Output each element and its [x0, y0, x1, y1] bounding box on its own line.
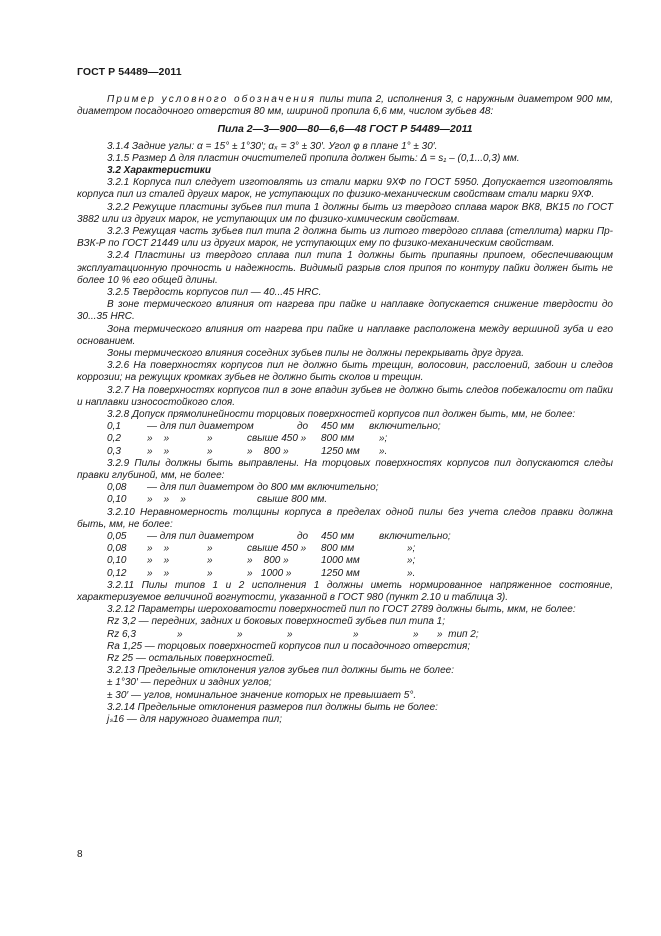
table-row: 0,3 » » » » 800 » 1250 мм ». [107, 445, 388, 457]
table-row: 0,10 » » » свыше 800 мм. [107, 494, 328, 506]
clause-3-2-6: 3.2.6 На поверхностях корпусов пил не должно быть трещин, волосовин, расслоений, забоин и следов коррозии; на режущих кромках зубьев не должно быть сколов и трещин. [77, 360, 613, 384]
table-row: 0,05 — для пил диаметром до 450 мм включительно; [107, 531, 451, 543]
clause-3-2-12: 3.2.12 Параметры шероховатости поверхностей пил по ГОСТ 2789 должны быть, мкм, не более: [107, 604, 576, 616]
example-label: Пример условного обозначения [107, 94, 316, 105]
clause-3-2-5-c: Зона термического влияния от нагрева при пайке и наплавке расположена между вершиной зуба и его основанием. [77, 323, 613, 347]
table-3-2-9 [77, 482, 613, 506]
document-header: ГОСТ Р 54489—2011 [77, 66, 182, 78]
page-body [77, 94, 613, 726]
clause-3-2-7: 3.2.7 На поверхностях корпусов пил в зоне впадин зубьев не должно быть следов побежалости от пайки и наплавки износостойкого слоя. [77, 384, 613, 408]
table-3-2-10 [77, 531, 613, 580]
clause-3-2-5: 3.2.5 Твердость корпусов пил — 40...45 HRC. [107, 287, 322, 299]
clause-3-1-5: 3.1.5 Размер Δ для пластин очистителей пропила должен быть: Δ = s₁ – (0,1...0,3) мм. [107, 152, 520, 164]
page-number: 8 [77, 849, 83, 860]
clause-3-2-5-b: В зоне термического влияния от нагрева при пайке и наплавке допускается снижение твердости до 30...35 HRC. [77, 299, 613, 323]
clause-3-1-4: 3.1.4 Задние углы: α = 15° ± 1°30′; αₓ = 3° ± 30′. Угол φ в плане 1° ± 30′. [107, 140, 438, 152]
roughness-item: Ra 1,25 — торцовых поверхностей корпусов пил и посадочного отверстия; [107, 640, 471, 652]
clause-3-2-5-d: Зоны термического влияния соседних зубьев пилы не должны перекрывать друг друга. [107, 348, 524, 360]
clause-3-2-11: 3.2.11 Пилы типов 1 и 2 исполнения 1 должны иметь нормированное напряженное состояние, характеризуемое величиной вогнутости, указанной в ГОСТ 980 (пункт 2.10 и таблица 3). [77, 579, 613, 603]
roughness-item: Rz 25 — остальных поверхностей. [107, 653, 275, 664]
table-row: 0,12 » » » » 1000 » 1250 мм ». [107, 567, 416, 579]
table-row: 0,08 — для пил диаметром до 800 мм включительно; [107, 482, 379, 494]
clause-3-2-10: 3.2.10 Неравномерность толщины корпуса в пределах одной пилы без учета следов правки должна быть, мм, не более: [77, 506, 613, 530]
table-row: 0,08 » » » свыше 450 » 800 мм »; [107, 543, 416, 555]
clause-3-2-4: 3.2.4 Пластины из твердого сплава пил типа 1 должны быть припаяны припоем, обеспечивающим эксплуатационную прочность и надежность. Видимый разрыв слоя припоя по контуру пайки должен быть не более 10 % его общей длины. [77, 250, 613, 286]
table-row: 0,2 » » » свыше 450 » 800 мм »; [107, 433, 388, 445]
section-heading: 3.2 Характеристики [107, 165, 211, 177]
angle-tolerance-item: ± 1°30′ — передних и задних углов; [107, 677, 272, 689]
example-paragraph [77, 94, 613, 118]
clause-3-2-3: 3.2.3 Режущая часть зубьев пил типа 2 должна быть из литого твердого сплава (стеллита) марки Пр-ВЗК-Р по ГОСТ 21449 или из других марок, не уступающих ему по физико-механическим свойствам. [77, 226, 613, 250]
clause-3-2-9: 3.2.9 Пилы должны быть выправлены. На торцовых поверхностях корпусов пил допускаются следы правки глубиной, мм, не более: [77, 457, 613, 482]
angle-tolerance-item: ± 30′ — углов, номинальное значение которых не превышает 5°. [107, 689, 417, 701]
table-row: 0,1 — для пил диаметром до 450 мм включительно; [107, 421, 441, 433]
clause-3-2-2: 3.2.2 Режущие пластины зубьев пил типа 1 должны быть из твердого сплава марок ВК8, ВК15 по ГОСТ 3882 или из других марок, не уступающих им по физико-химическим свойствам. [77, 201, 613, 225]
roughness-item: Rz 6,3 » » » » » » тип 2; [107, 628, 479, 640]
table-row: 0,10 » » » » 800 » 1000 мм »; [107, 555, 416, 567]
clause-3-2-1: 3.2.1 Корпуса пил следует изготовлять из стали марки 9ХФ по ГОСТ 5950. Допускается изготовлять корпуса пил из сталей других марок, не уступающих по физико-механическим свойствам стали марки 9ХФ. [77, 177, 613, 201]
clause-3-2-8: 3.2.8 Допуск прямолинейности торцовых поверхностей корпусов пил должен быть, мм, не более: [107, 409, 576, 421]
table-3-2-8 [77, 421, 613, 458]
clause-3-2-14: 3.2.14 Предельные отклонения размеров пил должны быть не более: [107, 701, 438, 713]
size-tolerance-item: jₛ16 — для наружного диаметра пил; [107, 714, 282, 726]
designation: Пила 2—3—900—80—6,6—48 ГОСТ Р 54489—2011 [217, 123, 473, 136]
clause-3-2-13: 3.2.13 Предельные отклонения углов зубьев пил должны быть не более: [107, 665, 454, 677]
example-text: пилы типа 2, исполнения 3, с наружным диаметром 900 мм, диаметром посадочного отверстия 80 мм, шириной пропила 6,6 мм, числом зубьев 48: [77, 94, 614, 118]
roughness-item: Rz 3,2 — передних, задних и боковых поверхностей зубьев пил типа 1; [107, 616, 446, 628]
